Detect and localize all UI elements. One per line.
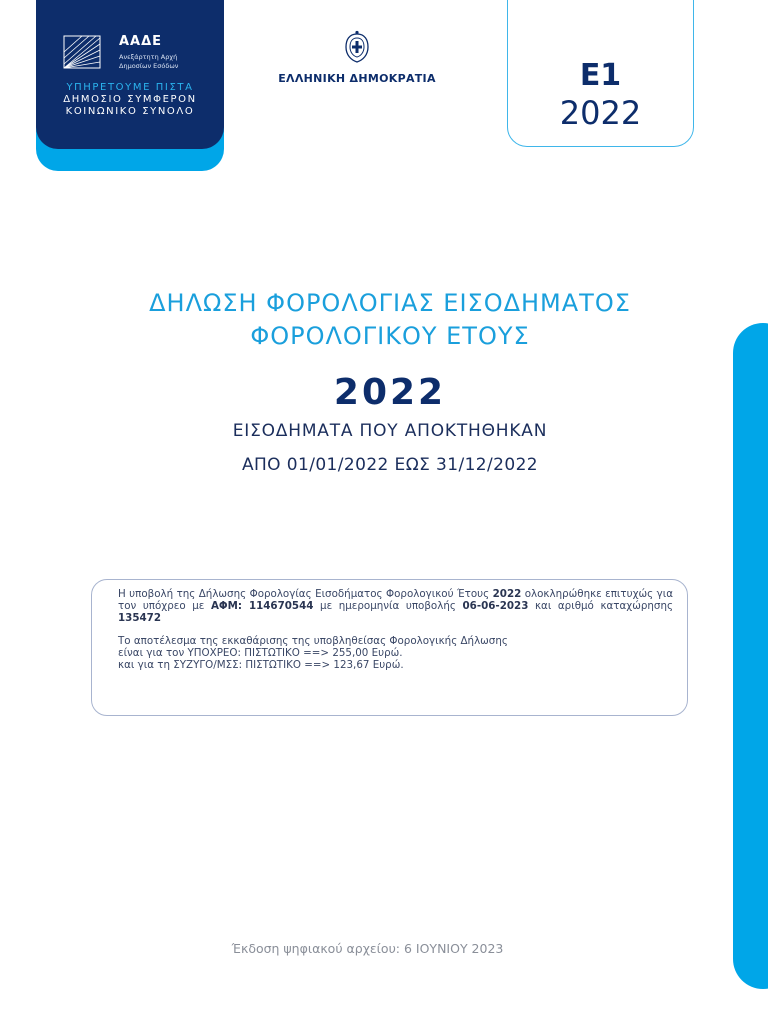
document-title-line2: ΦΟΡΟΛΟΓΙΚΟΥ ΕΤΟΥΣ (250, 322, 530, 350)
aade-subtitle-line1: Ανεξάρτητη Αρχή (119, 53, 178, 61)
side-accent-tab (733, 323, 768, 989)
submission-afm: ΑΦΜ: 114670544 (210, 600, 314, 612)
submission-text: ολοκληρώθηκε επιτυχώς για τον υπόχρεο με (118, 588, 673, 612)
document-title-line1: ΔΗΛΩΣΗ ΦΟΡΟΛΟΓΙΑΣ ΕΙΣΟΔΗΜΑΤΟΣ (149, 289, 631, 317)
aade-motto-line3: ΚΟΙΝΩΝΙΚΟ ΣΥΝΟΛΟ (65, 106, 195, 117)
submission-registration-number: 135472 (118, 612, 161, 624)
aade-header-block (36, 0, 224, 149)
submission-text: Η υποβολή της Δήλωσης Φορολογίας Εισοδήματος Φορολογικού Έτους (118, 588, 493, 600)
issue-date-footer: Έκδοση ψηφιακού αρχείου: 6 ΙΟΥΝΙΟΥ 2023 (231, 941, 504, 956)
submission-text: με ημερομηνία υποβολής (313, 600, 463, 612)
submission-paragraph (118, 588, 673, 624)
submission-info-box (91, 579, 688, 716)
submission-text: και αριθμό καταχώρησης (528, 600, 674, 612)
settlement-result-line1: Το αποτέλεσμα της εκκαθάρισης της υποβληθείσας Φορολογικής Δήλωσης (118, 635, 508, 647)
aade-subtitle-line2: Δημοσίων Εσόδων (119, 62, 179, 70)
aade-motto-line1: ΥΠΗΡΕΤΟΥΜΕ ΠΙΣΤΑ (66, 82, 194, 93)
aade-name: ΑΑΔΕ (119, 34, 163, 49)
settlement-result-line2: είναι για τον ΥΠΟΧΡΕΟ: ΠΙΣΤΩΤΙΚΟ ==> 255,00 Ευρώ. (118, 647, 403, 659)
hellenic-republic-label: ΕΛΛΗΝΙΚΗ ΔΗΜΟΚΡΑΤΙΑ (278, 72, 436, 85)
form-year: 2022 (559, 94, 642, 132)
aade-motto (36, 82, 224, 118)
settlement-result (118, 635, 673, 671)
form-code: Ε1 (579, 58, 622, 93)
aade-subtitle (119, 53, 219, 71)
settlement-result-line3: και για τη ΣΥΖΥΓΟ/ΜΣΣ: ΠΙΣΤΩΤΙΚΟ ==> 123,67 Ευρώ. (118, 659, 404, 671)
submission-tax-year: 2022 (492, 588, 522, 600)
tax-year-heading: 2022 (333, 372, 447, 413)
submission-date: 06-06-2023 (462, 600, 529, 612)
income-subtitle: ΕΙΣΟΔΗΜΑΤΑ ΠΟΥ ΑΠΟΚΤΗΘΗΚΑΝ (232, 421, 548, 441)
period-subtitle: ΑΠΟ 01/01/2022 ΕΩΣ 31/12/2022 (241, 455, 539, 475)
aade-motto-line2: ΔΗΜΟΣΙΟ ΣΥΜΦΕΡΟΝ (63, 94, 197, 105)
aade-logo-icon (62, 34, 102, 70)
greek-emblem-icon (344, 30, 370, 64)
